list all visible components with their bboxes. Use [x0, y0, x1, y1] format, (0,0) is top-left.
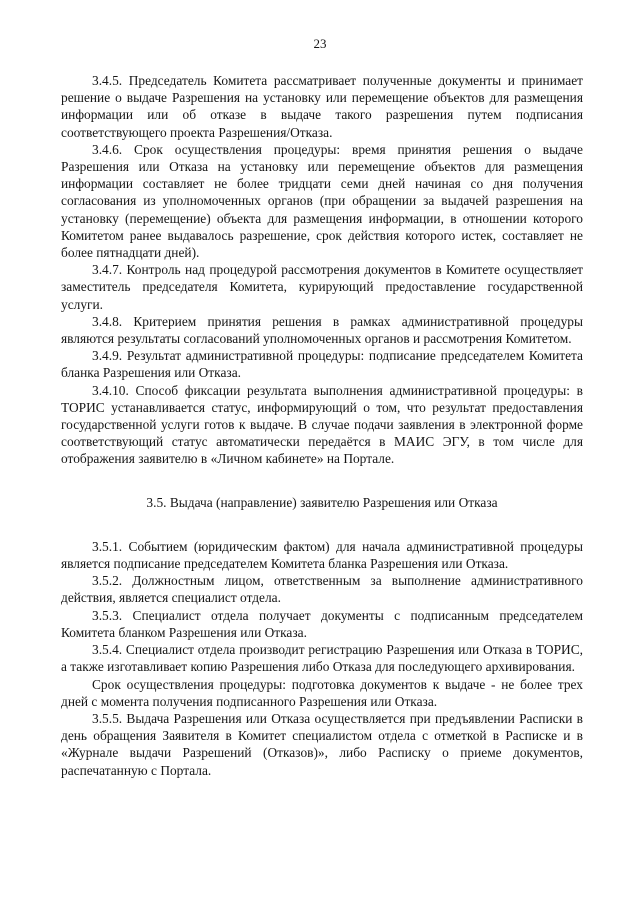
page-number: 23	[313, 36, 327, 51]
paragraph-3-5-5: 3.5.5. Выдача Разрешения или Отказа осуществляется при предъявлении Расписки в день обращения Заявителя в Комитет специалистом отдела с отметкой в Расписке и в «Журнале выдачи Разрешений (Отказов)», либо Расписку о приеме документов, распечатанную с Портала.	[61, 710, 583, 778]
paragraph-3-5-4: 3.5.4. Специалист отдела производит регистрацию Разрешения или Отказа в ТОРИС, а также изготавливает копию Разрешения либо Отказа для последующего архивирования.	[61, 642, 583, 675]
section-heading-3-5: 3.5. Выдача (направление) заявителю Разрешения или Отказа	[146, 494, 498, 510]
paragraph-3-5-1: 3.5.1. Событием (юридическим фактом) для начала административной процедуры является подписание председателем Комитета бланка Разрешения или Отказа.	[61, 538, 583, 572]
paragraph-3-5-2: 3.5.2. Должностным лицом, ответственным за выполнение административного действия, является специалист отдела.	[61, 573, 583, 606]
paragraph-3-4-10: 3.4.10. Способ фиксации результата выполнения административной процедуры: в ТОРИС устанавливается статус, информирующий о том, что результат предоставления государственной услуги готов к выдаче. В случае подачи заявления в электронной форме соответствующий статус автоматически передаётся в МАИС ЭГУ, в том числе для отображения заявителю в «Личном кабинете» на Портале.	[61, 382, 583, 467]
paragraph-3-4-9: 3.4.9. Результат административной процедуры: подписание председателем Комитета бланка Разрешения или Отказа.	[61, 348, 583, 381]
paragraph-3-4-8: 3.4.8. Критерием принятия решения в рамках административной процедуры являются результаты согласований уполномоченных органов и рассмотрения Комитетом.	[61, 313, 583, 347]
document-body	[61, 72, 583, 779]
paragraph-3-5-3: 3.5.3. Специалист отдела получает документы с подписанным председателем Комитета бланком Разрешения или Отказа.	[61, 607, 583, 640]
paragraph-3-4-6: 3.4.6. Срок осуществления процедуры: время принятия решения о выдаче Разрешения или Отказа на установку или перемещение объектов для размещения информации составляет не более тридцати семи дней начиная со дня получения согласования из уполномоченных органов (при обращении за выдачей разрешения на установку (перемещение) объекта для размещения информации, в отношении которого Комитетом ранее выдавалось разрешение, срок действия которого истек, составляет не более пятнадцати дней).	[61, 141, 583, 261]
paragraph-3-4-5: 3.4.5. Председатель Комитета рассматривает полученные документы и принимает решение о выдаче Разрешения на установку или перемещение объектов для размещения информации или об отказе в выдаче такого разрешения путем подписания соответствующего проекта Разрешения/Отказа.	[61, 73, 583, 140]
paragraph-processing-time: Срок осуществления процедуры: подготовка документов к выдаче - не более трех дней с момента получения подписанного Разрешения или Отказа.	[61, 676, 583, 709]
paragraph-3-4-7: 3.4.7. Контроль над процедурой рассмотрения документов в Комитете осуществляет заместитель председателя Комитета, курирующий предоставление государственной услуги.	[61, 262, 583, 312]
